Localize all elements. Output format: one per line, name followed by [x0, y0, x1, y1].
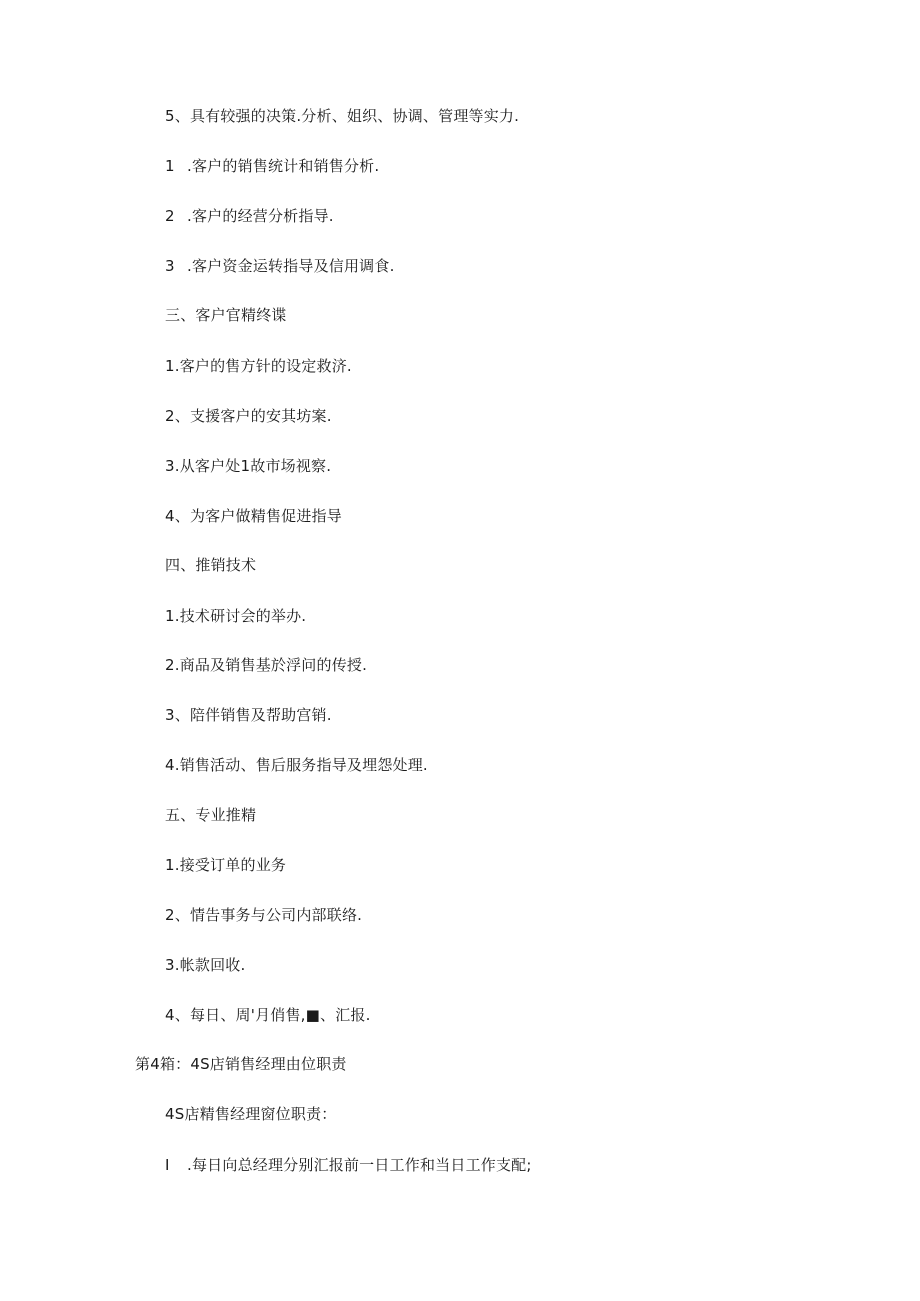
paragraph-line: 3.从客户处1故市场视察. [165, 457, 332, 475]
paragraph-line: 2.商品及销售基於浮问的传授. [165, 656, 368, 674]
paragraph-line: 5、具有较强的决策.分析、姐织、协调、管理等实力. [165, 107, 520, 125]
item-text: .客户资金运转指导及信用调食. [187, 257, 395, 275]
numbered-item [165, 256, 395, 276]
paragraph-line: 2、情告事务与公司内部联络. [165, 906, 363, 924]
chapter-heading: 第4箱：4S店销售经理由位职责 [135, 1055, 347, 1073]
item-number: 1 [165, 157, 175, 175]
paragraph-line: 2、支援客户的安其坊案. [165, 407, 332, 425]
paragraph-line: 1.接受订单的业务 [165, 856, 287, 874]
paragraph-line: 1.客户的售方针的设定救济. [165, 357, 352, 375]
paragraph-line: 3.帐款回收. [165, 956, 246, 974]
numbered-item [165, 206, 334, 226]
paragraph-line: 3、陪伴销售及帮助宫销. [165, 706, 332, 724]
numbered-item [165, 1155, 532, 1175]
item-number: I [165, 1156, 170, 1174]
item-text: .每日向总经理分别汇报前一日工作和当日工作支配; [187, 1156, 532, 1174]
section-heading: 三、客户官精终谍 [165, 306, 287, 324]
section-heading: 五、专业推精 [165, 806, 257, 824]
paragraph-line: 4、每日、周'月俏售,■、汇报. [165, 1006, 371, 1024]
paragraph-line: 1.技术研讨会的举办. [165, 607, 307, 625]
item-text: .客户的经营分析指导. [187, 207, 334, 225]
item-number: 3 [165, 257, 175, 275]
numbered-item [165, 156, 379, 176]
paragraph-line: 4S店精售经理窗位职责： [165, 1105, 337, 1123]
section-heading: 四、推销技术 [165, 556, 257, 574]
paragraph-line: 4.销售活动、售后服务指导及埋怨处理. [165, 756, 428, 774]
item-text: .客户的销售统计和销售分析. [187, 157, 380, 175]
paragraph-line: 4、为客户做精售促进指导 [165, 507, 342, 525]
item-number: 2 [165, 207, 175, 225]
